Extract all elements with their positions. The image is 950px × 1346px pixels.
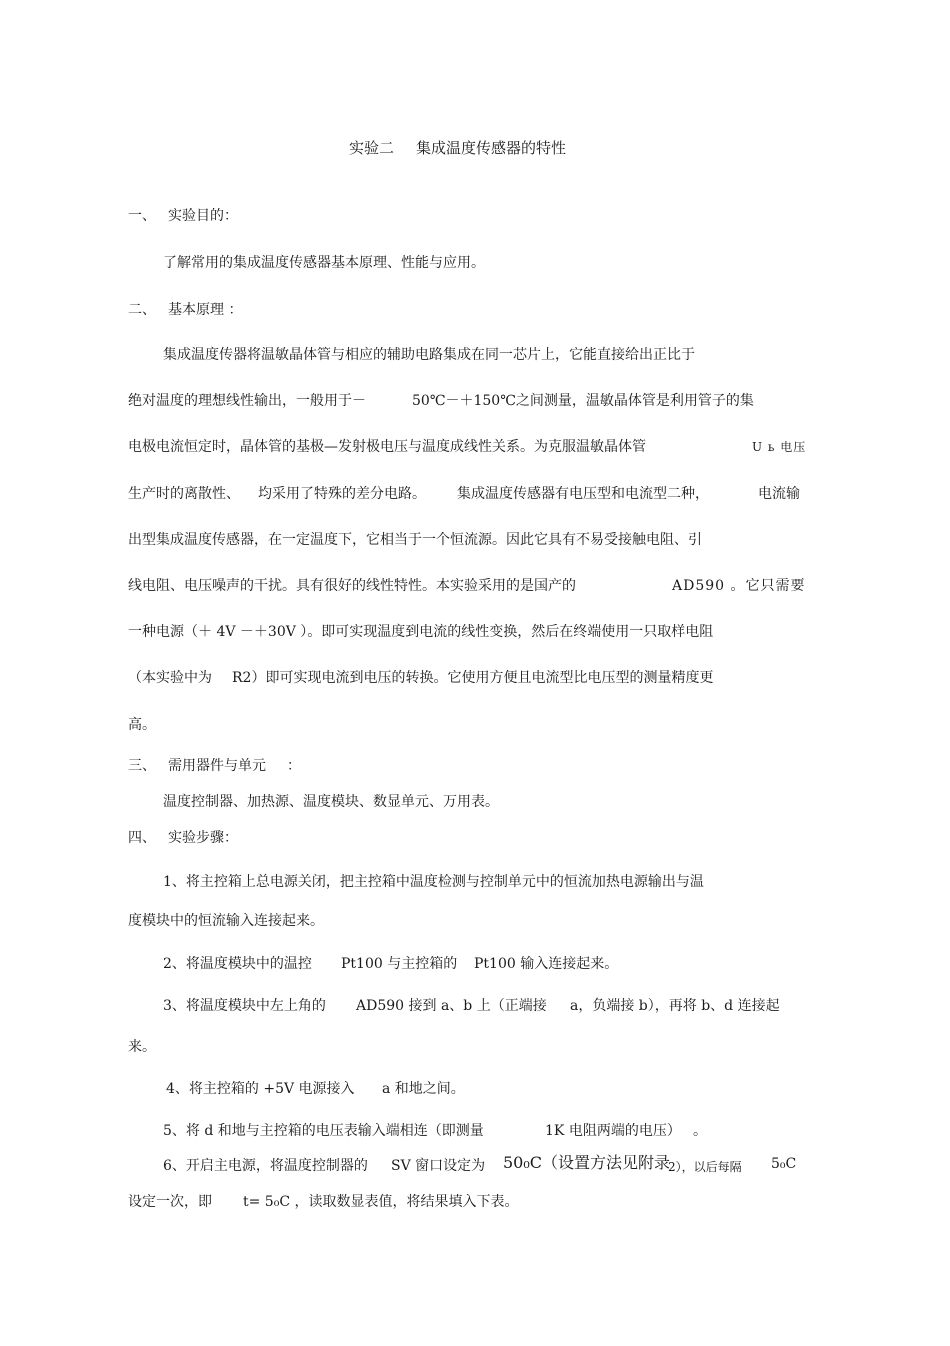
step-line: 来。 <box>128 1039 156 1055</box>
paragraph-line: AD590 。它只需要 <box>672 578 806 594</box>
section-number: 一、 <box>128 208 156 224</box>
paragraph-line: 一种电源（＋ 4V －＋30V ）。即可实现温度到电流的线性变换，然后在终端使用一只取样电阻 <box>128 624 714 640</box>
paragraph-line: 高。 <box>128 717 156 733</box>
paragraph-line: 集成温度传感器有电压型和电流型二种， <box>457 486 709 502</box>
step-line: 度模块中的恒流输入连接起来。 <box>128 913 324 929</box>
section-number: 三、 <box>128 758 156 774</box>
section-number: 二、 <box>128 302 156 318</box>
step-line: 5、将 d 和地与主控箱的电压表输入端相连（即测量 <box>163 1123 484 1139</box>
paragraph-line: U ь 电压 <box>752 440 807 454</box>
step-line: 设定一次，即 <box>128 1194 212 1210</box>
paragraph-line: R2）即可实现电流到电压的转换。它使用方便且电流型比电压型的测量精度更 <box>232 670 714 686</box>
paragraph-line: 绝对温度的理想线性输出，一般用于－ <box>128 393 366 409</box>
step-line: Pt100 输入连接起来。 <box>474 956 619 972</box>
paragraph-line: （本实验中为 <box>128 670 212 686</box>
section-heading: 实验目的： <box>168 208 238 224</box>
step-line: 50₀C（设置方法见附录 <box>503 1153 671 1172</box>
paragraph-line: 生产时的离散性、 <box>128 486 240 502</box>
paragraph-line: 均采用了特殊的差分电路。 <box>258 486 426 502</box>
step-line: 。 <box>693 1123 707 1139</box>
paragraph-line: 出型集成温度传感器，在一定温度下，它相当于一个恒流源。因此它具有不易受接触电阻、引 <box>128 532 702 548</box>
paragraph-line: 电流输 <box>758 486 800 502</box>
step-line: t= 5₀C ，读取数显表值，将结果填入下表。 <box>243 1194 519 1210</box>
title-experiment-number: 实验二 <box>349 139 395 157</box>
section-heading: 实验步骤： <box>168 830 238 846</box>
step-line: 5₀C <box>771 1156 797 1172</box>
paragraph-line: 了解常用的集成温度传感器基本原理、性能与应用。 <box>163 255 485 271</box>
paragraph-line: 50℃－＋150℃之间测量，温敏晶体管是利用管子的集 <box>412 393 754 409</box>
section-heading: 需用器件与单元 <box>168 758 266 774</box>
paragraph-line: 温度控制器、加热源、温度模块、数显单元、万用表。 <box>163 794 499 810</box>
step-line: 1K 电阻两端的电压） <box>545 1123 681 1139</box>
step-line: a 和地之间。 <box>382 1081 465 1097</box>
step-line: 3、将温度模块中左上角的 <box>163 998 326 1014</box>
step-line: 6、开启主电源，将温度控制器的 <box>163 1158 368 1174</box>
step-line: 4、将主控箱的 +5V 电源接入 <box>166 1081 355 1097</box>
paragraph-line: 集成温度传器将温敏晶体管与相应的辅助电路集成在同一芯片上，它能直接给出正比于 <box>163 347 695 363</box>
section-number: 四、 <box>128 830 156 846</box>
step-line: 2、将温度模块中的温控 <box>163 956 312 972</box>
step-line: a，负端接 b），再将 b、d 连接起 <box>570 998 780 1014</box>
section-heading-colon: ： <box>287 758 301 774</box>
section-heading: 基本原理 ： <box>168 302 243 318</box>
paragraph-line: 线电阻、电压噪声的干扰。具有很好的线性特性。本实验采用的是国产的 <box>128 578 576 594</box>
step-line: 1、将主控箱上总电源关闭，把主控箱中温度检测与控制单元中的恒流加热电源输出与温 <box>163 874 704 890</box>
step-line: 2），以后每隔 <box>668 1160 742 1174</box>
step-line: Pt100 与主控箱的 <box>341 956 458 972</box>
step-line: SV 窗口设定为 <box>391 1158 486 1174</box>
step-line: AD590 接到 a、b 上（正端接 <box>356 998 547 1014</box>
paragraph-line: 电极电流恒定时，晶体管的基极—发射极电压与温度成线性关系。为克服温敏晶体管 <box>128 439 646 455</box>
title-text: 集成温度传感器的特性 <box>416 139 567 157</box>
